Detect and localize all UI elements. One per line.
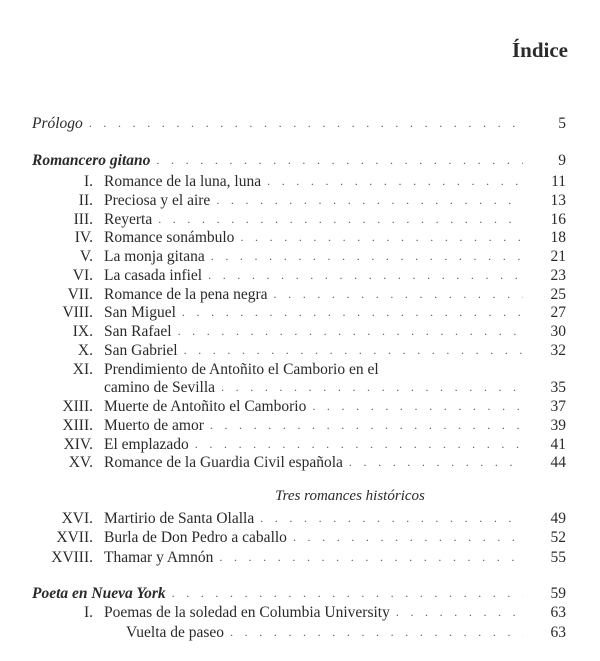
- page-number: 49: [550, 510, 566, 527]
- toc-entry[interactable]: [0, 435, 600, 454]
- toc-entry[interactable]: [0, 285, 600, 304]
- toc-entry[interactable]: [0, 397, 600, 416]
- entry-numeral: I.: [83, 604, 93, 621]
- entry-numeral: I.: [83, 173, 93, 190]
- toc-entry[interactable]: [0, 548, 600, 567]
- entry-title: Thamar y Amnón: [104, 548, 214, 566]
- dot-leader: [274, 285, 523, 304]
- toc-entry[interactable]: [0, 210, 600, 229]
- page-number: 30: [550, 323, 566, 340]
- toc-entry[interactable]: [0, 247, 600, 266]
- dot-leader: [172, 584, 523, 603]
- entry-title: Romance de la Guardia Civil española: [104, 454, 343, 472]
- dot-leader: [267, 172, 523, 191]
- entry-numeral: XVII.: [56, 529, 93, 547]
- entry-title: Prólogo: [32, 115, 83, 132]
- page-number: 13: [550, 191, 566, 209]
- toc-section-romancero[interactable]: [0, 151, 600, 170]
- page-number: 5: [558, 115, 566, 132]
- dot-leader: [312, 397, 523, 416]
- page-number: 32: [550, 341, 566, 359]
- dot-leader: [230, 623, 523, 642]
- entry-title: Romance sonámbulo: [104, 229, 235, 247]
- page-number: 63: [550, 624, 566, 641]
- entry-title: Muerte de Antoñito el Camborio: [104, 398, 307, 415]
- entry-numeral: VIII.: [62, 304, 93, 322]
- entry-numeral: XVI.: [61, 510, 93, 527]
- toc-entry-prologue[interactable]: [0, 114, 600, 133]
- dot-leader: [210, 416, 523, 435]
- page-number: 59: [550, 585, 566, 602]
- page-number: 18: [550, 229, 566, 247]
- dot-leader: [182, 303, 523, 322]
- entry-numeral: IX.: [72, 323, 93, 340]
- entry-title: San Gabriel: [104, 341, 178, 359]
- page-number: 63: [550, 604, 566, 621]
- page-number: 23: [550, 266, 566, 284]
- toc-entry[interactable]: [0, 603, 600, 622]
- entry-numeral: XI.: [72, 360, 93, 378]
- page-number: 44: [550, 454, 566, 472]
- entry-numeral: III.: [73, 210, 93, 228]
- page-number: 55: [550, 548, 566, 566]
- page-number: 35: [550, 379, 566, 397]
- page-title: Índice: [511, 38, 568, 62]
- dot-leader: [178, 322, 523, 341]
- dot-leader: [211, 247, 523, 266]
- page-number: 52: [550, 529, 566, 547]
- entry-title: Muerto de amor: [104, 416, 204, 434]
- entry-title: La monja gitana: [104, 248, 205, 265]
- entry-title-continuation: camino de Sevilla: [104, 379, 216, 397]
- page-number: 39: [550, 416, 566, 434]
- entry-numeral: VII.: [67, 285, 93, 303]
- toc-entry[interactable]: [0, 303, 600, 322]
- dot-leader: [219, 548, 523, 567]
- toc-entry[interactable]: [0, 266, 600, 285]
- entry-title: Reyerta: [104, 210, 153, 228]
- toc-section-nueva-york[interactable]: [0, 584, 600, 603]
- entry-title: San Miguel: [104, 304, 176, 322]
- page-number: 27: [550, 304, 566, 322]
- entry-numeral: XIII.: [62, 398, 93, 415]
- toc-entry[interactable]: [0, 341, 600, 360]
- dot-leader: [240, 228, 523, 247]
- entry-title: Burla de Don Pedro a caballo: [104, 529, 287, 547]
- entry-numeral: X.: [77, 341, 93, 359]
- entry-numeral: XVIII.: [51, 548, 93, 566]
- entry-title: San Rafael: [104, 323, 172, 340]
- entry-numeral: V.: [79, 248, 93, 265]
- page-number: 11: [551, 173, 566, 190]
- toc-entry[interactable]: [0, 623, 600, 642]
- dot-leader: [216, 191, 523, 210]
- dot-leader: [89, 114, 523, 133]
- page-number: 9: [558, 152, 566, 169]
- entry-numeral: XIII.: [62, 416, 93, 434]
- entry-numeral: IV.: [74, 229, 93, 247]
- dot-leader: [221, 378, 523, 397]
- dot-leader: [396, 603, 523, 622]
- toc-entry[interactable]: [0, 228, 600, 247]
- toc-entry[interactable]: [0, 191, 600, 210]
- toc-entry[interactable]: [0, 172, 600, 191]
- entry-title: Romance de la pena negra: [104, 285, 268, 303]
- toc-entry-continuation[interactable]: [0, 378, 600, 397]
- entry-title: Poemas de la soledad en Columbia University: [104, 604, 390, 621]
- entry-title: Preciosa y el aire: [104, 191, 211, 209]
- subheading: Tres romances históricos: [275, 488, 425, 504]
- entry-numeral: II.: [78, 191, 93, 209]
- entry-numeral: XV.: [68, 454, 93, 472]
- dot-leader: [208, 266, 523, 285]
- page-number: 16: [550, 210, 566, 228]
- dot-leader: [195, 435, 523, 454]
- toc-entry[interactable]: [0, 453, 600, 472]
- section-title: Romancero gitano: [32, 152, 151, 169]
- dot-leader: [156, 151, 523, 170]
- dot-leader: [293, 528, 523, 547]
- dot-leader: [349, 453, 523, 472]
- dot-leader: [260, 509, 523, 528]
- entry-numeral: VI.: [72, 266, 93, 284]
- page-number: 21: [550, 248, 566, 265]
- toc-entry[interactable]: [0, 528, 600, 547]
- page-number: 37: [550, 398, 566, 415]
- entry-title: Vuelta de paseo: [126, 624, 225, 641]
- toc-entry[interactable]: [0, 322, 600, 341]
- entry-title: El emplazado: [104, 435, 189, 453]
- section-title: Poeta en Nueva York: [32, 585, 166, 602]
- page-number: 41: [550, 435, 566, 453]
- entry-title: Romance de la luna, luna: [104, 173, 262, 190]
- entry-numeral: XIV.: [63, 435, 93, 453]
- page-number: 25: [550, 285, 566, 303]
- dot-leader: [184, 341, 523, 360]
- toc-entry[interactable]: [0, 416, 600, 435]
- toc-entry[interactable]: [0, 360, 600, 379]
- entry-title: La casada infiel: [104, 266, 203, 284]
- dot-leader: [158, 210, 523, 229]
- entry-title: Martirio de Santa Olalla: [104, 510, 255, 527]
- entry-title: Prendimiento de Antoñito el Camborio en el: [104, 360, 379, 378]
- toc-entry[interactable]: [0, 509, 600, 528]
